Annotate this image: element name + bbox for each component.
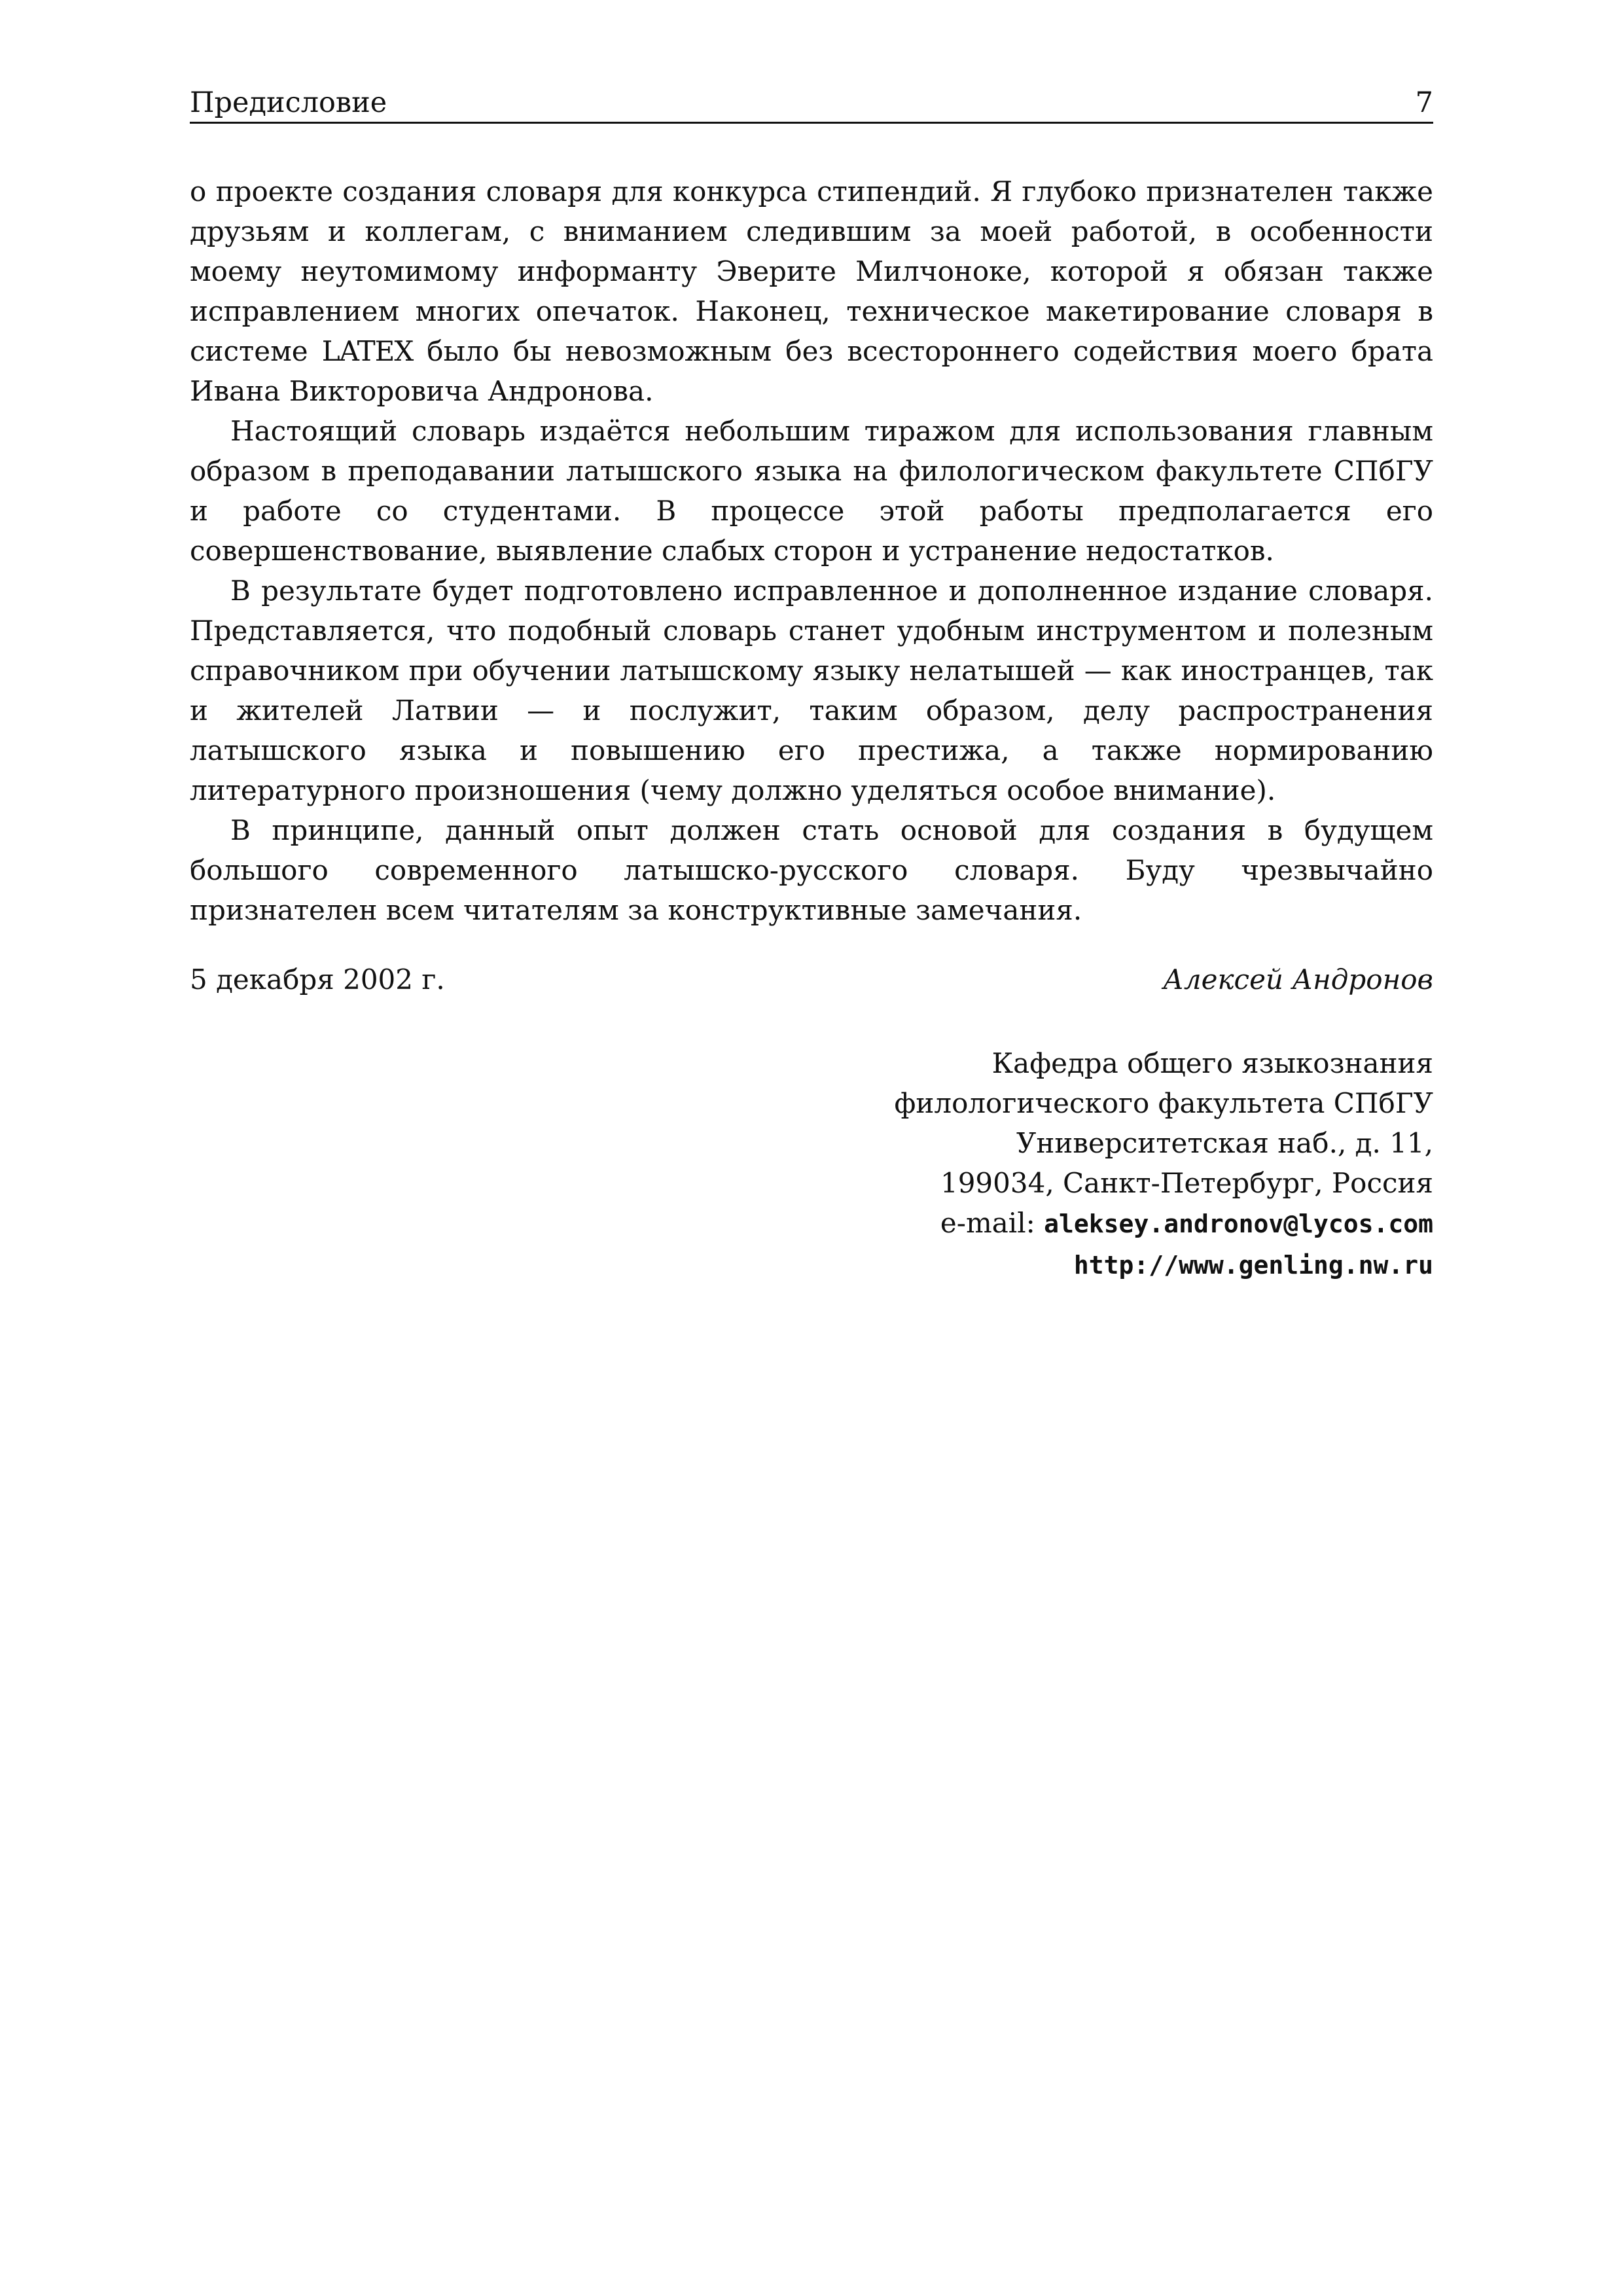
body-text bbox=[190, 171, 1433, 930]
website-link[interactable]: http://www.genling.nw.ru bbox=[1073, 1251, 1433, 1280]
paragraph-1-part-b: было бы невозможным без всестороннего содействия моего брата Ивана Викторовича Андронова. bbox=[190, 335, 1433, 407]
address-line-department: Кафедра общего языкознания bbox=[991, 1047, 1433, 1079]
address-line-city: 199034, Санкт-Петербург, Россия bbox=[940, 1167, 1433, 1199]
paragraph-3: В результате будет подготовлено исправленное и дополненное издание словаря. Представляется, что подобный словарь станет удобным инструментом и полезным справочником при обучении латышскому языку нелатышей — как иностранцев, так и жителей Латвии — и послужит, таким образом, делу распространения латышского языка и повышению его престижа, а также нормированию литературного произношения (чему должно уделяться особое внимание). bbox=[190, 575, 1433, 806]
signature-line bbox=[190, 960, 1433, 999]
paragraph-1-part-a: о проекте создания словаря для конкурса стипендий. Я глубоко признателен также друзьям и коллегам, с вниманием следившим за моей работой, в особенности моему неутомимому информанту Эверите Милчоноке, которой я обязан также исправлением многих опечаток. Наконец, техническое макетирование словаря в системе bbox=[190, 175, 1433, 367]
email-link[interactable]: aleksey.andronov@lycos.com bbox=[1044, 1210, 1433, 1238]
address-line-faculty: филологического факультета СПбГУ bbox=[894, 1087, 1433, 1119]
address-email-line bbox=[648, 1203, 1433, 1244]
email-label: e-mail: bbox=[940, 1207, 1044, 1239]
page-number: 7 bbox=[1415, 86, 1433, 119]
section-title: Предисловие bbox=[190, 86, 387, 119]
latex-logo: LATEX bbox=[321, 335, 414, 367]
paragraph-1 bbox=[190, 171, 1433, 411]
paragraph-4: В принципе, данный опыт должен стать основой для создания в будущем большого современного латышско-русского словаря. Буду чрезвычайно признателен всем читателям за конструктивные замечания. bbox=[190, 814, 1433, 926]
paragraph-2: Настоящий словарь издаётся небольшим тиражом для использования главным образом в преподавании латышского языка на филологическом факультете СПбГУ и работе со студентами. В процессе этой работы предполагается его совершенствование, выявление слабых сторон и устранение недостатков. bbox=[190, 415, 1433, 567]
author-address bbox=[648, 1043, 1433, 1285]
document-page bbox=[190, 0, 1433, 2296]
signature-author: Алексей Андронов bbox=[1163, 963, 1433, 996]
address-url-line bbox=[648, 1244, 1433, 1285]
signature-date: 5 декабря 2002 г. bbox=[190, 963, 445, 996]
running-header bbox=[190, 84, 1433, 124]
address-line-street: Университетская наб., д. 11, bbox=[1016, 1127, 1433, 1159]
